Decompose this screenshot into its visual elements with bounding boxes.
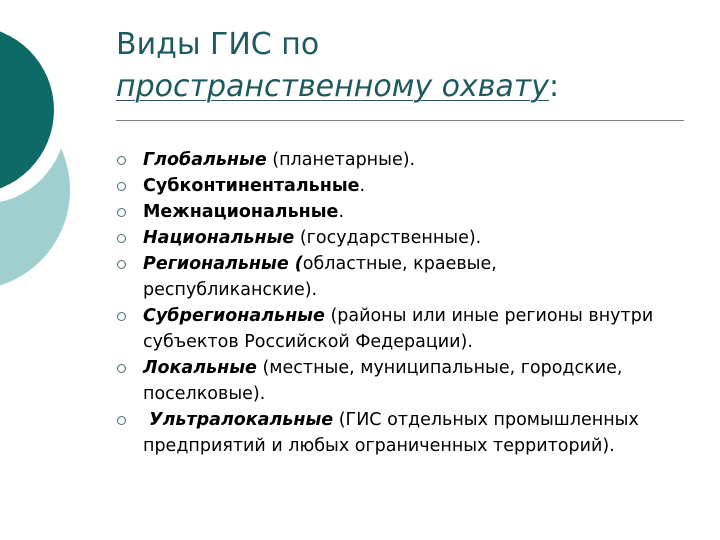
list-item	[116, 225, 676, 251]
item-note: (местные, муниципальные, городские, поселковые).	[143, 358, 623, 404]
item-note: .	[359, 176, 366, 196]
gis-types-list	[116, 147, 676, 459]
item-note: (ГИС отдельных промышленных предприятий и любых ограниченных территорий).	[143, 410, 639, 456]
title-divider	[116, 120, 684, 121]
title-line-2	[116, 66, 706, 108]
item-term: Региональные (	[143, 254, 303, 274]
item-note: областные, краевые, республиканские).	[143, 254, 497, 300]
circle-bullet-icon	[117, 234, 126, 243]
circle-bullet-icon	[117, 156, 126, 165]
list-item	[116, 199, 676, 225]
circle-bullet-icon	[117, 312, 126, 321]
item-term: Локальные	[143, 358, 257, 378]
title-colon: :	[549, 69, 560, 104]
item-term: Глобальные	[143, 150, 267, 170]
circle-bullet-icon	[117, 260, 126, 269]
circle-bullet-icon	[117, 364, 126, 373]
item-note: (государственные).	[294, 228, 482, 248]
circle-bullet-icon	[117, 182, 126, 191]
list-item	[116, 303, 676, 355]
item-term: Национальные	[143, 228, 295, 248]
list-item	[116, 147, 676, 173]
item-term: Субрегиональные	[143, 306, 325, 326]
list-item	[116, 355, 676, 407]
item-term: Субконтинентальные	[143, 176, 360, 196]
list-item	[116, 251, 676, 303]
item-note: (районы или иные регионы внутри субъектов Российской Федерации).	[143, 306, 654, 352]
item-term: Межнациональные	[143, 202, 339, 222]
circle-bullet-icon	[117, 208, 126, 217]
item-note: (планетарные).	[266, 150, 416, 170]
list-item	[116, 173, 676, 199]
title-underlined-text: пространственному охвату	[116, 69, 550, 104]
circle-bullet-icon	[117, 416, 126, 425]
item-note: .	[338, 202, 345, 222]
item-term: Ультралокальные	[143, 410, 334, 430]
list-item	[116, 407, 676, 459]
slide-title	[116, 24, 706, 108]
title-line-1: Виды ГИС по	[116, 27, 320, 62]
